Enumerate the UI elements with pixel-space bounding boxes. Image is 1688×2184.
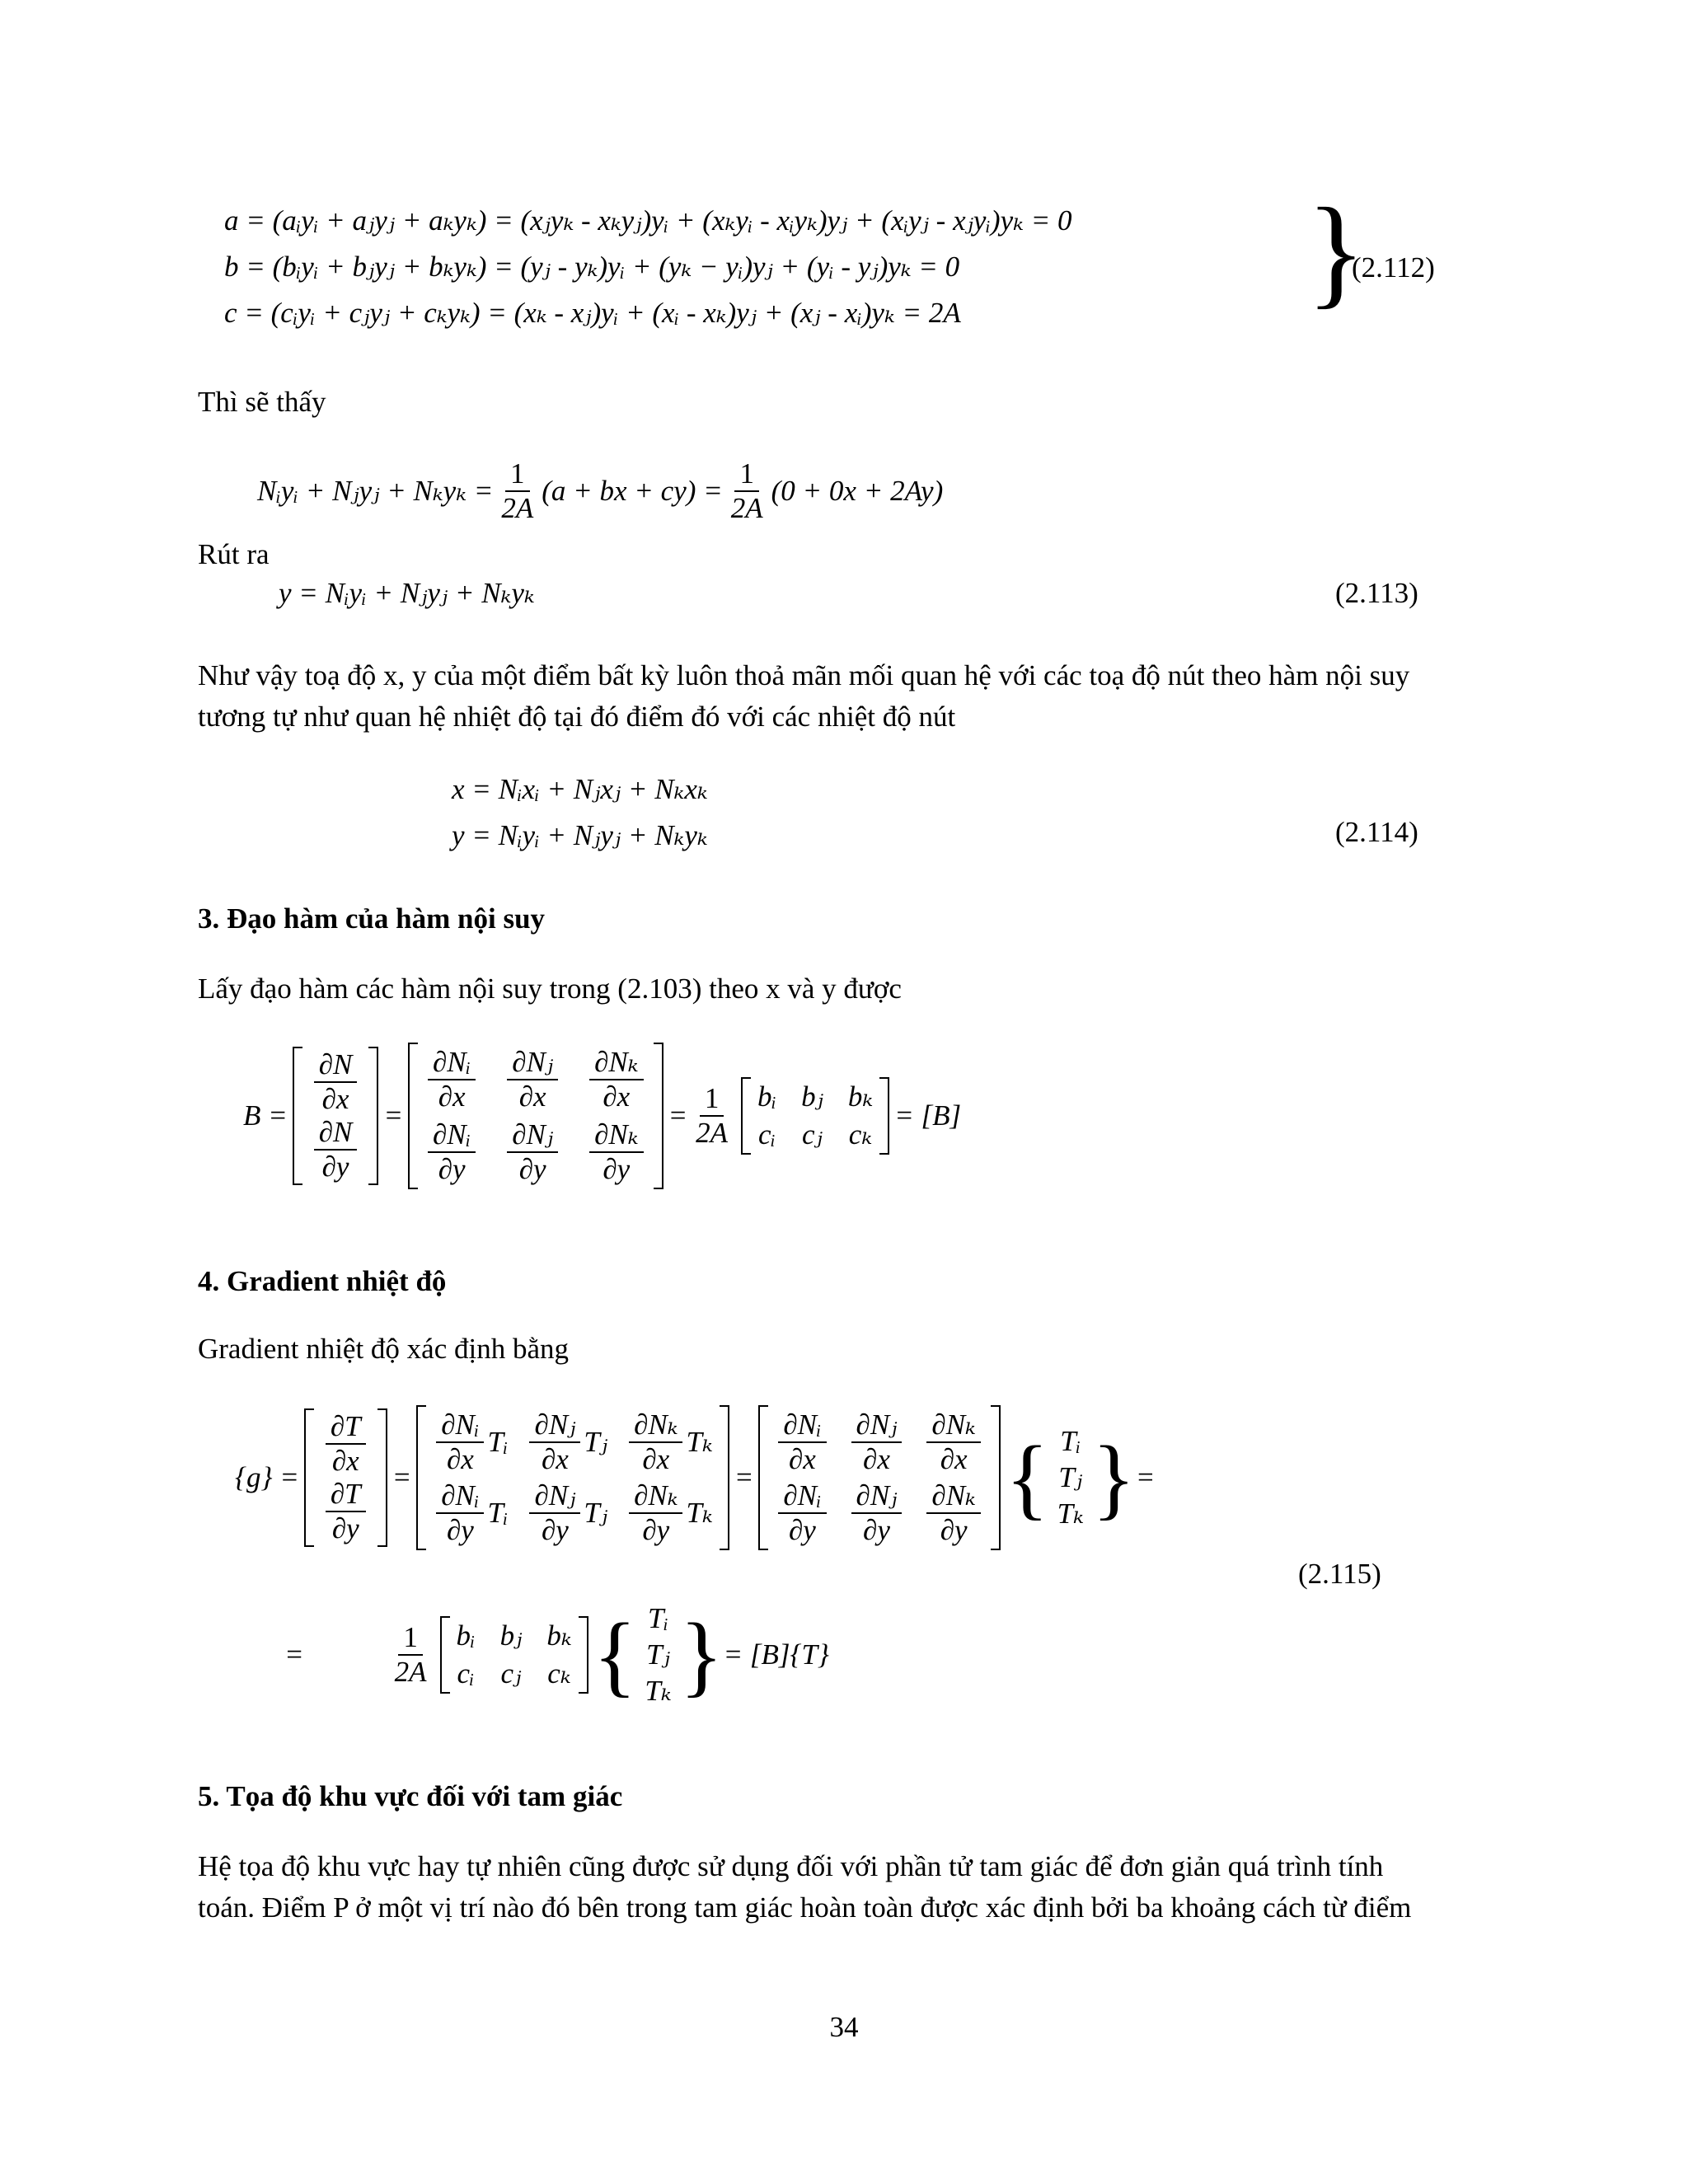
vec2-Tk: Tₖ bbox=[645, 1675, 672, 1707]
g-dy-den-j: ∂y bbox=[541, 1514, 569, 1546]
vec2-Tj: Tⱼ bbox=[646, 1638, 670, 1671]
g2-dNi-num: ∂Nᵢ bbox=[778, 1408, 826, 1443]
bracket-dN-matrix-2 bbox=[758, 1405, 1000, 1550]
fraction-denominator: 2A bbox=[501, 492, 534, 524]
fraction-1-over-2A-second bbox=[726, 457, 768, 525]
cell-bk: bₖ bbox=[847, 1080, 874, 1113]
bracket-dNT-matrix bbox=[416, 1405, 729, 1550]
g2-dNj-num-y: ∂Nⱼ bbox=[851, 1479, 903, 1514]
equation-2-114 bbox=[452, 766, 708, 859]
bracket-dN-vector bbox=[293, 1047, 379, 1185]
g2-right-brace-T: } bbox=[679, 1605, 724, 1705]
g2-dx-den-k: ∂x bbox=[940, 1443, 968, 1475]
g-dNj-num: ∂Nⱼ bbox=[529, 1408, 580, 1443]
equation-2-112 bbox=[224, 198, 1072, 336]
cell-bj: bⱼ bbox=[801, 1080, 823, 1113]
frac-dN-dy bbox=[314, 1116, 358, 1183]
page-number: 34 bbox=[829, 2011, 859, 2043]
paragraph-coordinates-line-2: tương tự như quan hệ nhiệt độ tại đó điểm đó với các nhiệt độ nút bbox=[198, 701, 956, 733]
result-B: = [B] bbox=[894, 1099, 962, 1132]
frac-dT-dy bbox=[326, 1478, 366, 1545]
frac-dNi-dx bbox=[428, 1046, 476, 1113]
equals-1: = bbox=[383, 1099, 404, 1132]
g2-dNi-num-y: ∂Nᵢ bbox=[778, 1479, 826, 1514]
g-dy-den-i: ∂y bbox=[446, 1514, 474, 1546]
frac-dNj-dx bbox=[507, 1046, 558, 1113]
cell-ck: cₖ bbox=[848, 1118, 873, 1151]
g-dNj-num-y: ∂Nⱼ bbox=[529, 1479, 580, 1514]
g-frac-dNj-dx bbox=[529, 1408, 580, 1476]
g2-dNk-num: ∂Nₖ bbox=[926, 1408, 980, 1443]
equation-number-2-115: (2.115) bbox=[1298, 1558, 1381, 1590]
heading-4: 4. Gradient nhiệt độ bbox=[198, 1265, 447, 1297]
g2-frac-dNj-dx bbox=[851, 1408, 903, 1476]
text-rut-ra: Rút ra bbox=[198, 538, 270, 570]
text-thi-se-thay: Thì sẽ thấy bbox=[198, 386, 326, 418]
paragraph-derivative: Lấy đạo hàm các hàm nội suy trong (2.103) theo x và y được bbox=[198, 972, 902, 1005]
dN-num-1: ∂N bbox=[314, 1048, 358, 1083]
dy-den-k: ∂y bbox=[603, 1153, 631, 1185]
g2-dNk-num-y: ∂Nₖ bbox=[926, 1479, 980, 1514]
one-num-B: 1 bbox=[700, 1082, 724, 1117]
dT-dx-den: ∂x bbox=[331, 1445, 359, 1477]
vector-T-1 bbox=[1049, 1422, 1092, 1534]
equation-2-113: y = Nᵢyᵢ + Nⱼyⱼ + Nₖyₖ bbox=[279, 577, 535, 609]
heading-3: 3. Đạo hàm của hàm nội suy bbox=[198, 902, 546, 935]
fraction-numerator-second: 1 bbox=[734, 457, 759, 492]
vector-T-2 bbox=[636, 1599, 679, 1711]
equation-2-114-line-y: y = Nᵢyᵢ + Nⱼyⱼ + Nₖyₖ bbox=[452, 819, 708, 851]
frac-dNk-dy bbox=[589, 1118, 643, 1186]
g2-cell-ci: cᵢ bbox=[457, 1657, 475, 1690]
dT-num-1: ∂T bbox=[326, 1410, 366, 1445]
fraction-1-over-2A bbox=[496, 457, 538, 525]
g-frac-dNi-dx bbox=[436, 1408, 484, 1476]
g-label: {g} = bbox=[235, 1461, 299, 1493]
B-label: B = bbox=[243, 1099, 288, 1132]
g-equals-1: = bbox=[392, 1461, 412, 1493]
g-Ti-1: Tᵢ bbox=[487, 1426, 509, 1458]
g2-dy-den-j: ∂y bbox=[863, 1514, 890, 1546]
g2-frac-dNk-dy bbox=[926, 1479, 980, 1547]
bracket-dT-vector bbox=[304, 1408, 387, 1547]
g-equals-3: = bbox=[1135, 1461, 1156, 1493]
equation-number-2-114: (2.114) bbox=[1335, 816, 1418, 848]
twoA-den-B: 2A bbox=[696, 1117, 729, 1149]
g2-bracket-bc-matrix bbox=[440, 1616, 588, 1694]
g-Ti-2: Tᵢ bbox=[487, 1497, 509, 1529]
paragraph-area-line-1: Hệ tọa độ khu vực hay tự nhiên cũng được sử dụng đối với phần tử tam giác để đơn giản quá trình tính bbox=[198, 1850, 1384, 1882]
g-dx-den-i: ∂x bbox=[446, 1443, 474, 1475]
g-dNi-num: ∂Nᵢ bbox=[436, 1408, 484, 1443]
frac-dN-dx bbox=[314, 1048, 358, 1116]
paragraph-area-coordinates bbox=[198, 1846, 1500, 1929]
sum-rhs: (0 + 0x + 2Ay) bbox=[771, 475, 944, 507]
sum-lhs: Nᵢyᵢ + Nⱼyⱼ + Nₖyₖ = bbox=[257, 475, 494, 507]
g2-equals-lead: = bbox=[284, 1638, 304, 1671]
g2-cell-cj: cⱼ bbox=[500, 1657, 522, 1690]
dx-den-i: ∂x bbox=[438, 1080, 466, 1113]
right-brace-T: } bbox=[1091, 1427, 1136, 1528]
g2-result: = [B]{T} bbox=[723, 1638, 829, 1671]
equation-B-matrix bbox=[243, 1043, 961, 1189]
equation-2-112-line-c: c = (cᵢyᵢ + cⱼyⱼ + cₖyₖ) = (xₖ - xⱼ)yᵢ + (xᵢ - xₖ)yⱼ + (xⱼ - xᵢ)yₖ = 2A bbox=[224, 297, 961, 329]
dNi-num: ∂Nᵢ bbox=[428, 1046, 476, 1080]
g2-cell-bk: bₖ bbox=[546, 1619, 572, 1652]
g-equals-2: = bbox=[734, 1461, 754, 1493]
dT-dy-den: ∂y bbox=[331, 1512, 359, 1544]
right-brace-2-112: } bbox=[1306, 183, 1366, 320]
g2-dNj-num: ∂Nⱼ bbox=[851, 1408, 903, 1443]
g-Tk-2: Tₖ bbox=[686, 1497, 713, 1529]
dNk-num-y: ∂Nₖ bbox=[589, 1118, 643, 1153]
dNj-num: ∂Nⱼ bbox=[507, 1046, 558, 1080]
g-Tj-2: Tⱼ bbox=[584, 1497, 608, 1529]
g-dy-den-k: ∂y bbox=[642, 1514, 670, 1546]
cell-cj: cⱼ bbox=[802, 1118, 823, 1151]
g-Tk-1: Tₖ bbox=[686, 1426, 713, 1458]
g2-twoA-den: 2A bbox=[394, 1656, 427, 1688]
sum-mid: (a + bx + cy) = bbox=[542, 475, 723, 507]
g2-one-num: 1 bbox=[398, 1621, 423, 1656]
g-frac-dNk-dx bbox=[629, 1408, 682, 1476]
paragraph-coordinates bbox=[198, 655, 1409, 738]
equation-2-114-line-x: x = Nᵢxᵢ + Nⱼxⱼ + Nₖxₖ bbox=[452, 773, 708, 805]
paragraph-coordinates-line-1: Như vậy toạ độ x, y của một điểm bất kỳ luôn thoả mãn mối quan hệ với các toạ độ nút theo hàm nội suy bbox=[198, 659, 1410, 691]
bracket-bc-matrix bbox=[741, 1077, 889, 1155]
left-brace-T: { bbox=[1005, 1427, 1049, 1528]
g-dx-den-k: ∂x bbox=[642, 1443, 670, 1475]
vec1-Tj: Tⱼ bbox=[1058, 1461, 1083, 1493]
g2-frac-dNk-dx bbox=[926, 1408, 980, 1476]
g-frac-dNi-dy bbox=[436, 1479, 484, 1547]
g2-cell-ck: cₖ bbox=[547, 1657, 571, 1690]
equation-2-112-line-a: a = (aᵢyᵢ + aⱼyⱼ + aₖyₖ) = (xⱼyₖ - xₖyⱼ)yᵢ + (xₖyᵢ - xᵢyₖ)yⱼ + (xᵢyⱼ - xⱼyᵢ)yₖ = 0 bbox=[224, 204, 1072, 237]
frac-dNi-dy bbox=[428, 1118, 476, 1186]
dy-den-i: ∂y bbox=[438, 1153, 466, 1185]
g-dNk-num-y: ∂Nₖ bbox=[629, 1479, 682, 1514]
g2-left-brace-T: { bbox=[593, 1605, 637, 1705]
g2-dx-den-j: ∂x bbox=[863, 1443, 890, 1475]
g2-frac-dNj-dy bbox=[851, 1479, 903, 1547]
equals-2: = bbox=[668, 1099, 688, 1132]
g2-dy-den-k: ∂y bbox=[940, 1514, 968, 1546]
dT-num-2: ∂T bbox=[326, 1478, 366, 1512]
dy-den-j: ∂y bbox=[518, 1153, 546, 1185]
g-Tj-1: Tⱼ bbox=[584, 1426, 608, 1458]
g-dNk-num: ∂Nₖ bbox=[629, 1408, 682, 1443]
paragraph-area-line-2: toán. Điểm P ở một vị trí nào đó bên trong tam giác hoàn toàn được xác định bởi ba khoảng cách từ điểm bbox=[198, 1891, 1412, 1924]
heading-5: 5. Tọa độ khu vực đối với tam giác bbox=[198, 1780, 623, 1812]
g2-dy-den-i: ∂y bbox=[789, 1514, 816, 1546]
dx-den-1: ∂x bbox=[321, 1083, 349, 1115]
g-frac-dNk-dy bbox=[629, 1479, 682, 1547]
g2-dx-den-i: ∂x bbox=[789, 1443, 816, 1475]
g2-frac-dNi-dx bbox=[778, 1408, 826, 1476]
vec1-Tk: Tₖ bbox=[1057, 1497, 1084, 1530]
equation-number-2-113: (2.113) bbox=[1335, 577, 1418, 609]
equation-sum-N-y bbox=[257, 457, 943, 525]
equation-2-112-line-b: b = (bᵢyᵢ + bⱼyⱼ + bₖyₖ) = (yⱼ - yₖ)yᵢ + (yₖ − yᵢ)yⱼ + (yᵢ - yⱼ)yₖ = 0 bbox=[224, 251, 960, 283]
g-dx-den-j: ∂x bbox=[541, 1443, 569, 1475]
dNi-num-y: ∂Nᵢ bbox=[428, 1118, 476, 1153]
dy-den-2: ∂y bbox=[321, 1151, 349, 1183]
dx-den-k: ∂x bbox=[603, 1080, 631, 1113]
equation-gradient-line-1 bbox=[235, 1405, 1155, 1550]
vec1-Ti: Tᵢ bbox=[1060, 1425, 1081, 1457]
paragraph-gradient: Gradient nhiệt độ xác định bằng bbox=[198, 1333, 570, 1365]
g-dNi-num-y: ∂Nᵢ bbox=[436, 1479, 484, 1514]
cell-bi: bᵢ bbox=[757, 1080, 777, 1113]
vec2-Ti: Tᵢ bbox=[648, 1602, 669, 1634]
g-frac-dNj-dy bbox=[529, 1479, 580, 1547]
frac-dT-dx bbox=[326, 1410, 366, 1478]
dNk-num: ∂Nₖ bbox=[589, 1046, 643, 1080]
equation-gradient-line-2 bbox=[284, 1599, 829, 1711]
frac-1-over-2A-B bbox=[691, 1082, 733, 1150]
bracket-dN-matrix bbox=[408, 1043, 663, 1189]
g2-cell-bj: bⱼ bbox=[499, 1619, 523, 1652]
fraction-denominator-second: 2A bbox=[730, 492, 763, 524]
fraction-numerator: 1 bbox=[505, 457, 530, 492]
g2-frac-dNi-dy bbox=[778, 1479, 826, 1547]
dx-den-j: ∂x bbox=[518, 1080, 546, 1113]
dNj-num-y: ∂Nⱼ bbox=[507, 1118, 558, 1153]
g2-frac-1-over-2A bbox=[390, 1621, 432, 1689]
frac-dNk-dx bbox=[589, 1046, 643, 1113]
cell-ci: cᵢ bbox=[758, 1118, 776, 1151]
equation-number-2-112: (2.112) bbox=[1352, 251, 1435, 284]
frac-dNj-dy bbox=[507, 1118, 558, 1186]
g2-cell-bi: bᵢ bbox=[456, 1619, 476, 1652]
dN-num-2: ∂N bbox=[314, 1116, 358, 1151]
